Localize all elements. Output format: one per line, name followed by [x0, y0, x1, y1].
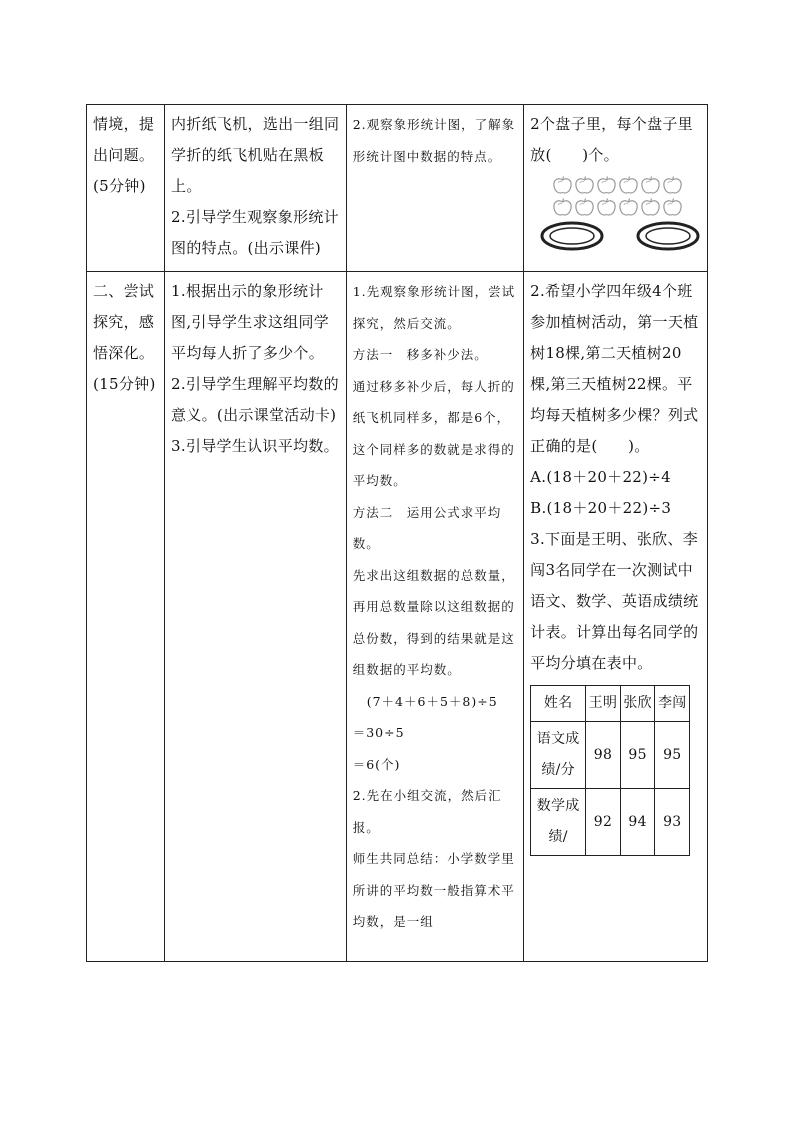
lesson-plan-table	[86, 104, 708, 962]
apple-icon	[640, 197, 661, 217]
student-text: 2.先在小组交流，然后汇报。	[352, 788, 502, 835]
student-text: 先求出这组数据的总数量，再用总数量除以这组数据的总份数，得到的结果就是这组数据的平均数。	[352, 567, 515, 677]
header-cell: 李闯	[655, 686, 690, 722]
row-label: 数学成绩/	[531, 789, 586, 856]
teacher-text: 1.根据出示的象形统计图,引导学生求这组同学平均每人折了多少个。	[171, 282, 330, 362]
teacher-activity-cell	[165, 272, 347, 962]
student-text: 2.观察象形统计图，了解象形统计图中数据的特点。	[352, 117, 516, 164]
teacher-text: 2.引导学生理解平均数的意义。(出示课堂活动卡)	[171, 375, 339, 424]
table-row	[87, 272, 708, 962]
exercise-cell	[524, 105, 708, 272]
teacher-text: 2.引导学生观察象形统计图的特点。(出示课件)	[171, 208, 339, 257]
apple-icon	[552, 197, 573, 217]
apple-icon	[574, 175, 595, 195]
apple-icon	[618, 175, 639, 195]
option-b: B.(18＋20＋22)÷3	[530, 499, 672, 517]
apple-icon	[596, 175, 617, 195]
exercise-question: 2.希望小学四年级4个班参加植树活动，第一天植树18棵,第二天植树20棵,第三天植树22棵。平均每天植树多少棵？列式正确的是( )。	[530, 282, 699, 455]
header-cell: 王明	[586, 686, 621, 722]
student-activity-cell	[346, 105, 523, 272]
score-cell: 94	[620, 789, 655, 856]
apple-icon	[552, 175, 573, 195]
apple-icon	[618, 197, 639, 217]
apple-icon	[596, 197, 617, 217]
student-activity-cell	[346, 272, 523, 962]
score-cell: 93	[655, 789, 690, 856]
stage-cell	[87, 272, 165, 962]
score-cell: 98	[586, 722, 621, 789]
teacher-text: 内折纸飞机，选出一组同学折的纸飞机贴在黑板上。	[171, 115, 340, 195]
score-table	[530, 685, 690, 856]
table-row	[87, 105, 708, 272]
teacher-text: 3.引导学生认识平均数。	[171, 437, 339, 455]
stage-text: 情境，提出问题。(5分钟)	[93, 115, 155, 195]
teacher-activity-cell	[165, 105, 347, 272]
header-cell: 姓名	[531, 686, 586, 722]
apple-icon	[574, 197, 595, 217]
method-heading: 方法二 运用公式求平均数。	[352, 504, 502, 551]
option-a: A.(18＋20＋22)÷4	[530, 468, 672, 486]
stage-cell	[87, 105, 165, 272]
table-row	[531, 789, 690, 856]
table-row	[531, 722, 690, 789]
header-cell: 张欣	[620, 686, 655, 722]
equation: ＝6(个)	[352, 756, 401, 772]
exercise-question: 3.下面是王明、张欣、李闯3名同学在一次测试中语文、数学、英语成绩统计表。计算出每名同学的平均分填在表中。	[530, 530, 699, 672]
score-cell: 92	[586, 789, 621, 856]
exercise-cell	[524, 272, 708, 962]
exercise-text: 2个盘子里，每个盘子里放( )个。	[530, 115, 693, 164]
table-row	[531, 686, 690, 722]
equation: (7＋4＋6＋5＋8)÷5	[366, 693, 498, 709]
apple-icon	[640, 175, 661, 195]
apple-icon	[662, 175, 683, 195]
stage-time: (15分钟)	[93, 375, 156, 393]
apples-illustration	[538, 175, 701, 251]
student-text: 通过移多补少后，每人折的纸飞机同样多，都是6个，这个同样多的数就是求得的平均数。	[352, 378, 515, 488]
student-text: 1.先观察象形统计图，尝试探究，然后交流。	[352, 284, 516, 331]
apple-icon	[662, 197, 683, 217]
plate-icon	[636, 221, 700, 251]
student-text: 师生共同总结：小学数学里所讲的平均数一般指算术平均数，是一组	[352, 851, 515, 929]
score-cell: 95	[620, 722, 655, 789]
plate-icon	[540, 221, 604, 251]
stage-text: 二、尝试探究，感悟深化。	[93, 282, 155, 362]
equation: ＝30÷5	[352, 725, 405, 740]
score-cell: 95	[655, 722, 690, 789]
row-label: 语文成绩/分	[531, 722, 586, 789]
method-heading: 方法一 移多补少法。	[352, 347, 488, 362]
